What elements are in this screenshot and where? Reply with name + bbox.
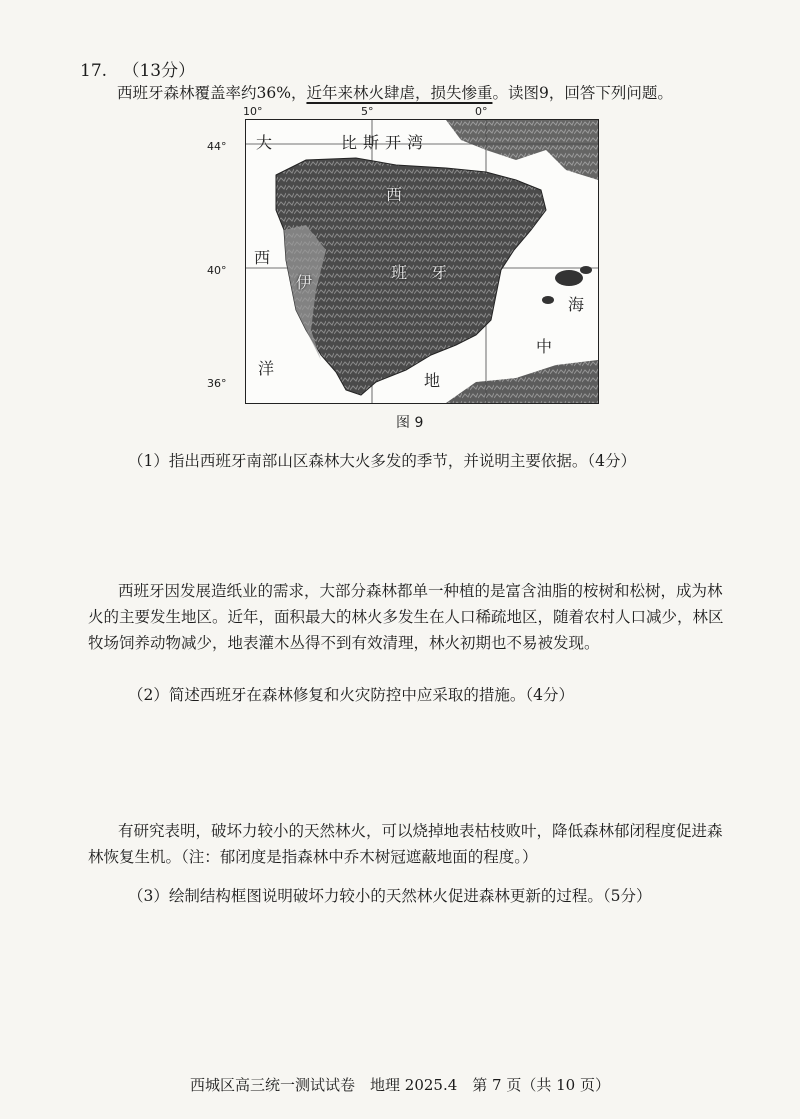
- intro-pre: 西班牙森林覆盖率约36%，: [117, 84, 307, 102]
- page-footer: 西城区高三统一测试试卷 地理 2025.4 第 7 页（共 10 页）: [190, 1076, 610, 1094]
- question-number-label: 17.: [80, 61, 108, 81]
- intro-underlined: 近年来林火肆虐，损失惨重: [306, 84, 493, 102]
- place-west-1: 西: [254, 248, 271, 267]
- north-africa-landmass: [446, 360, 598, 403]
- iberia-relief-svg: [246, 120, 598, 403]
- lat-label-36: 36°: [207, 377, 227, 390]
- map-frame: [245, 119, 599, 404]
- figure-9-map: [207, 105, 607, 405]
- intro-post: 。读图9，回答下列问题。: [492, 84, 673, 102]
- part-1-question: （1）指出西班牙南部山区森林大火多发的季节，并说明主要依据。（4分）: [128, 452, 636, 470]
- figure-caption: 图 9: [396, 415, 424, 431]
- lat-label-40: 40°: [207, 264, 227, 277]
- question-score: （13分）: [122, 61, 196, 81]
- place-di: 地: [424, 371, 441, 390]
- question-intro: [117, 81, 673, 103]
- question-number: [80, 56, 195, 81]
- balearic-ibiza: [542, 296, 554, 304]
- paragraph-2: 西班牙因发展造纸业的需求，大部分森林都单一种植的是富含油脂的桉树和松树，成为林火的主要发生地区。近年，面积最大的林火多发生在人口稀疏地区，随着农村人口减少，林区牧场饲养动物减少，地表灌木丛得不到有效清理，林火初期也不易被发现。: [88, 582, 724, 652]
- lon-label-5: 5°: [361, 105, 374, 118]
- place-zhong: 中: [536, 337, 553, 356]
- part-2-question: （2）简述西班牙在森林修复和火灾防控中应采取的措施。（4分）: [128, 686, 574, 704]
- balearic-menorca: [580, 266, 592, 274]
- place-ocean: 洋: [258, 359, 275, 378]
- place-spain-ya: 牙: [431, 263, 448, 282]
- lon-label-10: 10°: [243, 105, 263, 118]
- paragraph-3: 有研究表明，破坏力较小的天然林火，可以烧掉地表枯枝败叶，降低森林郁闭程度促进森林恢复生机。（注：郁闭度是指森林中乔木树冠遮蔽地面的程度。）: [88, 822, 723, 866]
- place-bay-of-biscay: 比斯开湾: [341, 133, 430, 152]
- lon-label-0: 0°: [475, 105, 488, 118]
- balearic-mallorca: [555, 270, 583, 286]
- part-3-question: （3）绘制结构框图说明破坏力较小的天然林火促进森林更新的过程。（5分）: [128, 887, 652, 905]
- lat-label-44: 44°: [207, 140, 227, 153]
- place-spain-xi: 西: [386, 185, 403, 204]
- place-west-2: 伊: [296, 273, 313, 292]
- place-da: 大: [256, 133, 273, 152]
- place-spain-ban: 班: [391, 263, 408, 282]
- place-sea-hai: 海: [568, 295, 585, 314]
